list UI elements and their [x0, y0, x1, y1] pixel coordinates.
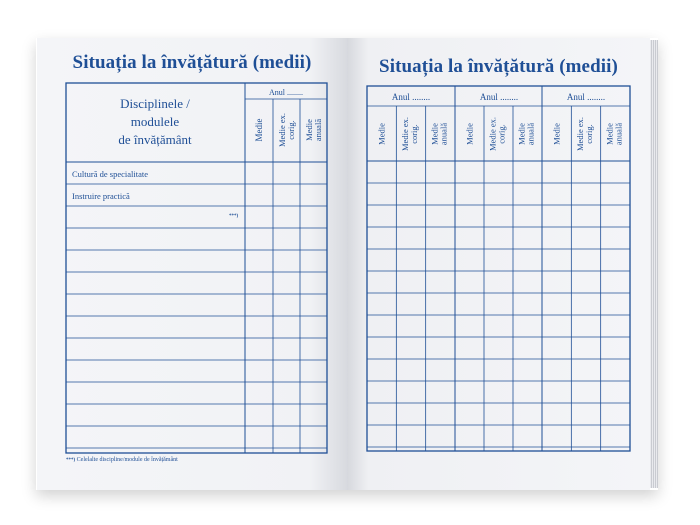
right-column-header-text: Medie	[376, 123, 387, 145]
right-column-header	[488, 117, 507, 151]
right-column-headers	[377, 117, 624, 151]
left-col-medie: Medie	[254, 118, 264, 142]
page-stack-edge	[650, 40, 658, 488]
left-grades-table	[37, 38, 347, 490]
right-row-lines	[367, 183, 630, 447]
right-column-header-text: Medie ex.	[400, 117, 410, 151]
svg-text:Medie: Medie	[304, 119, 314, 141]
disciplines-header-line-3: de învățământ	[118, 132, 192, 147]
disciplines-header-line-1: Disciplinele /	[120, 96, 190, 111]
right-column-header-text: Medie	[429, 123, 440, 145]
right-column-header-text: Medie ex.	[575, 117, 585, 151]
right-grades-table	[347, 38, 650, 490]
right-column-header-text: Medie	[516, 123, 527, 145]
right-column-header-text: Medie	[604, 123, 615, 145]
right-column-header-text: anuală	[613, 122, 624, 146]
left-page	[37, 38, 347, 490]
left-footnote	[66, 457, 178, 463]
right-column-header-text: Medie	[551, 123, 562, 145]
right-column-header	[575, 117, 594, 151]
right-column-header-text: anuală	[525, 122, 536, 146]
footnote-marker: ***)	[66, 458, 76, 463]
right-column-header	[377, 123, 387, 145]
right-column-header-text: corig.	[584, 124, 594, 144]
footnote-text: Celelalte discipline/module de învățământ	[76, 457, 178, 463]
right-year-label-1: Anul ........	[391, 92, 431, 102]
right-column-header-text: anuală	[438, 122, 449, 146]
row-marker: ***)	[229, 214, 239, 219]
left-col-medie-anuala	[304, 119, 323, 141]
right-column-header-text: corig.	[496, 124, 507, 144]
right-column-header	[552, 123, 562, 145]
svg-text:Medie ex.: Medie ex.	[277, 113, 287, 147]
svg-text:anuală: anuală	[313, 118, 323, 142]
left-page-title: Situația la învățătură (medii)	[72, 52, 312, 73]
right-column-header	[400, 117, 419, 151]
right-column-header	[465, 123, 475, 145]
right-column-header-text: Medie ex.	[487, 117, 498, 151]
svg-text:corig.: corig.	[286, 120, 296, 140]
right-page	[347, 38, 650, 490]
left-year-label: Anul ........	[269, 88, 303, 97]
right-column-header	[429, 123, 448, 145]
left-col-medie-corig	[277, 113, 296, 147]
right-year-label-3: Anul ........	[566, 92, 606, 102]
disciplines-header-line-2: modulele	[130, 114, 180, 129]
left-row-lines	[66, 184, 327, 448]
row-label-instruire: Instruire practică	[72, 191, 130, 201]
right-column-header	[517, 123, 536, 145]
right-year-label-2: Anul ........	[479, 92, 519, 102]
right-column-header-text: corig.	[409, 124, 419, 144]
right-column-header	[604, 123, 623, 145]
row-label-cultura: Cultură de specialitate	[72, 169, 148, 179]
right-page-title: Situația la învățătură (medii)	[379, 56, 618, 77]
right-column-header-text: Medie	[464, 123, 475, 145]
